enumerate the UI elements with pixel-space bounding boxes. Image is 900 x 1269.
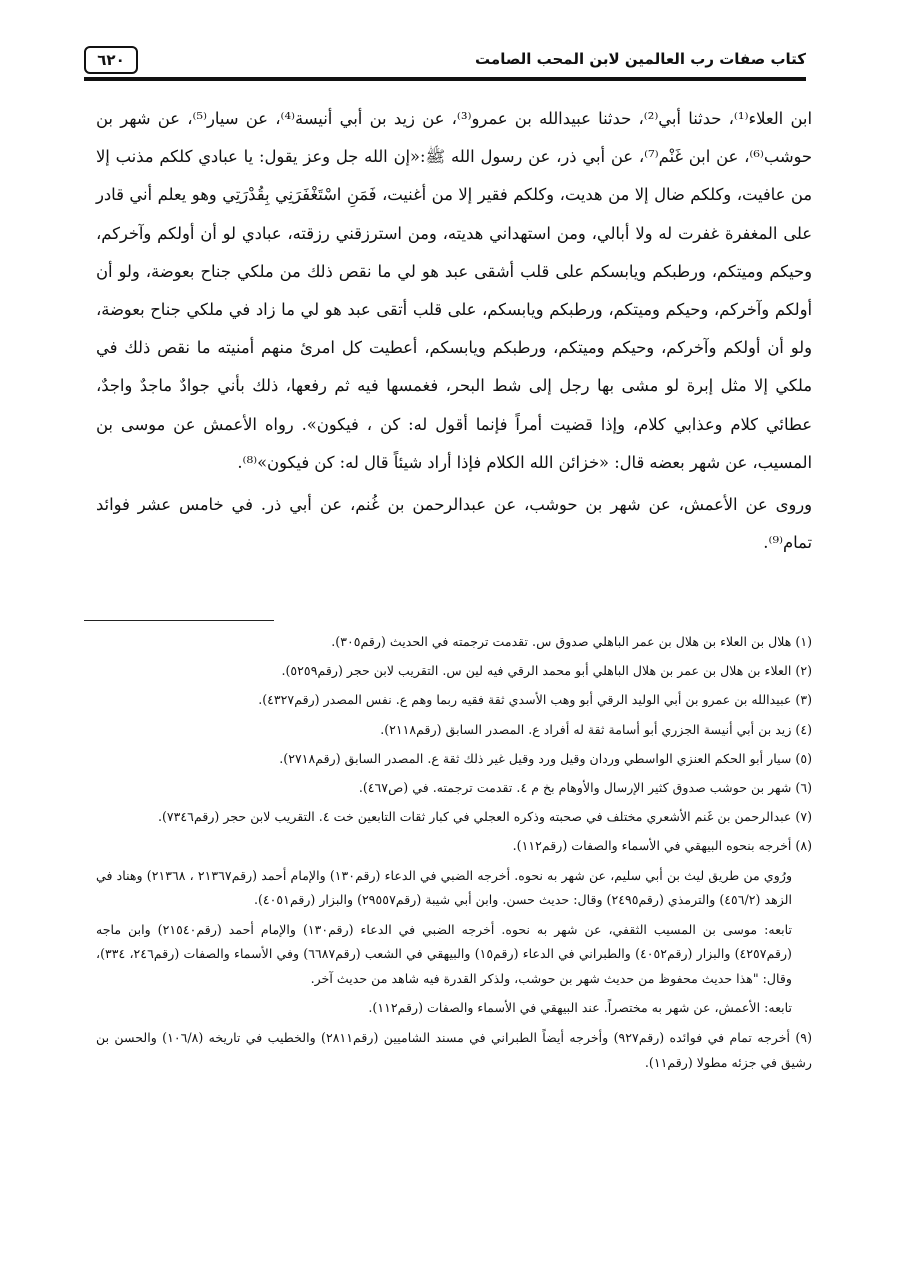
footnote-6: (٦) شهر بن حوشب صدوق كثير الإرسال والأوهام بخ م ٤. تقدمت ترجمته. في (ص٤٦٧). [358,779,812,795]
footnote-4: (٤) زيد بن أبي أنيسة الجزري أبو أسامة ثقة له أفراد ع. المصدر السابق (رقم٢١١٨). [380,721,812,737]
page-header [84,40,806,80]
footnotes [96,630,812,1080]
hadith-paragraph: ابن العلاء⁽¹⁾، حدثنا أبي⁽²⁾، حدثنا عبيدالله بن عمرو⁽³⁾، عن زيد بن أبي أنيسة⁽⁴⁾، عن سيار⁽⁵⁾، عن شهر بن حوشب⁽⁶⁾، عن ابن غَنْم⁽⁷⁾، عن أبي ذر، عن رسول الله ﷺ:«إن الله جل وعز يقول: يا عبادي كلكم مذنب إلا من عافيت، وكلكم ضال إلا من هديت، وكلكم فقير إلا من أغنيت، فَمَنِ اسْتَغْفَرَنِي بِقُدْرَتِي وهو يعلم أني قادر على المغفرة غفرت له ولا أبالي، ومن استهداني هديته، ومن استرزقني رزقته، عبادي لو أن أولكم وآخركم، وحيكم وميتكم، ورطبكم ويابسكم على قلب أشقى عبد هو لي ما نقص ذلك من ملكي جناح بعوضة، ولو أن أولكم وآخركم، وحيكم وميتكم، ورطبكم ويابسكم، على قلب أتقى عبد هو لي ما زاد في ملكي جناح بعوضة، ولو أن أولكم وآخركم، وحيكم وميتكم، ورطبكم ويابسكم، أعطيت كل امرئ منهم أمنيته ما نقص ذلك في ملكي إلا مثل إبرة لو مشى بها رجل إلى شط البحر، فغمسها فيه ثم رفعها، ذلك بأني جوادٌ ماجدٌ واجدٌ، عطائي كلام وعذابي كلام، وإذا قضيت أمراً فإنما أقول له: كن ، فيكون». رواه الأعمش عن موسى بن المسيب، عن شهر بعضه قال: «خزائن الله الكلام فإذا أراد شيئاً قال له: كن فيكون»⁽⁸⁾. [96,109,812,472]
footnote-8: (٨) أخرجه بنحوه البيهقي في الأسماء والصفات (رقم١١٢). [512,838,812,854]
footnote-8-continuation-2: تابعه: موسى بن المسيب الثقفي، عن شهر به نحوه. أخرجه الضبي في الدعاء (رقم١٣٠) والإمام أحمد (رقم٢١٥٤٠) وابن ماجه (رقم٤٢٥٧) والبزار (رقم٤٠٥٢) والطبراني في الدعاء (رقم١٥) والبيهقي في الشعب (رقم٦٦٨٧) وفي الأسماء والصفات (رقم٢٤٦، ٣٣٤)، وقال: "هذا حديث محفوظ من حديث شهر بن حوشب، ولذكر القدرة فيه شاهد من حديث آخر. [96,921,792,986]
book-title: كتاب صفات رب العالمين لابن المحب الصامت [475,50,806,68]
footnote-9: (٩) أخرجه تمام في فوائده (رقم٩٢٧) وأخرجه أيضاً الطبراني في مسند الشاميين (رقم٢٨١١) والخطيب في تاريخه (١٠٦/٨) والحسن بن رشيق في جزئه مطولا (رقم١١). [96,1030,812,1070]
footnote-1: (١) هلال بن العلاء بن هلال بن عمر الباهلي صدوق س. تقدمت ترجمته في الحديث (رقم٣٠٥). [331,634,812,649]
header-rule [84,77,806,81]
footnote-2: (٢) العلاء بن هلال بن عمر بن هلال الباهلي أبو محمد الرقي فيه لين س. التقريب لابن حجر (رقم٥٢٥٩). [281,663,812,679]
footnote-7: (٧) عبدالرحمن بن غَنم الأشعري مختلف في صحبته وذكره العجلي في كبار ثقات التابعين خت ٤. التقريب لابن حجر (رقم٧٣٤٦). [157,809,812,825]
footnote-8-continuation-3: تابعه: الأعمش، عن شهر به مختصراً. عند البيهقي في الأسماء والصفات (رقم١١٢). [368,1000,792,1016]
main-text [96,100,812,562]
footnote-3: (٣) عبيدالله بن عمرو بن أبي الوليد الرقي أبو وهب الأسدي ثقة فقيه ربما وهم ع. نفس المصدر (رقم٤٣٢٧). [258,692,812,708]
narration-paragraph: وروى عن الأعمش، عن شهر بن حوشب، عن عبدالرحمن بن غُنم، عن أبي ذر. في خامس عشر فوائد تمام⁽⁹⁾. [96,495,812,553]
footnote-separator [84,620,274,621]
footnote-8-continuation-1: ورُوي من طريق ليث بن أبي سليم، عن شهر به نحوه. أخرجه الضبي في الدعاء (رقم١٣٠) والإمام أحمد (رقم٢١٣٦٧ ، ٢١٣٦٨) وهناد في الزهد (٤٥٦/٢) والترمذي (رقم٢٤٩٥) وقال: حديث حسن. وابن أبي شيبة (رقم٢٩٥٥٧) والبزار (رقم٤٠٥١). [96,867,793,908]
footnote-5: (٥) سيار أبو الحكم العنزي الواسطي وردان وقيل ورد وقيل غير ذلك ثقة ع. المصدر السابق (رقم٢٧١٨). [279,750,812,766]
page-number: ٦٢٠ [84,46,138,74]
